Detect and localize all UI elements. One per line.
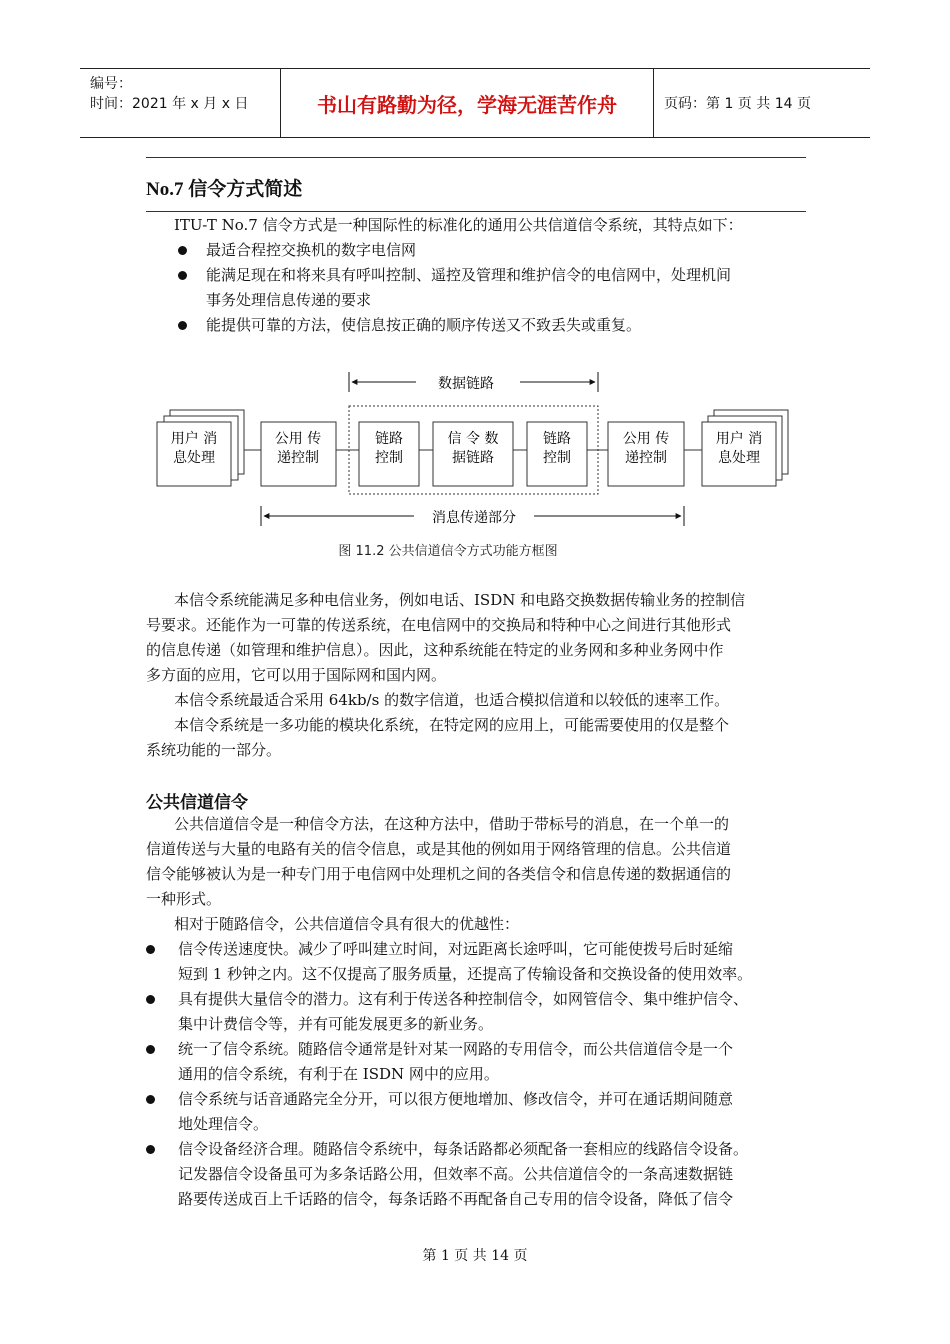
box-label: 据链路 — [452, 450, 494, 466]
bullet-dot — [146, 945, 155, 954]
advantage-5-line3: 路要传送成百上千话路的信令，每条话路不再配备自己专用的信令设备，降低了信令 — [178, 1190, 734, 1208]
box-label: 信 令 数 — [447, 431, 499, 447]
ccs-function-diagram — [0, 0, 950, 570]
advantage-2-line1: 具有提供大量信令的潜力。这有利于传送各种控制信令，如网管信令、集中维护信令、 — [178, 990, 749, 1008]
advantage-5-line1: 信令设备经济合理。随路信令系统中，每条话路都必须配备一套相应的线路信令设备。 — [178, 1140, 749, 1158]
paragraph-line: 信道传送与大量的电路有关的信令信息，或是其他的例如用于网络管理的信息。公共信道 — [146, 840, 732, 858]
box-label: 息处理 — [718, 450, 760, 466]
box-label: 递控制 — [277, 450, 319, 466]
feature-1: 最适合程控交换机的数字电信网 — [206, 241, 417, 259]
bullet-dot — [146, 1045, 155, 1054]
box-label: 公用 传 — [622, 431, 670, 447]
advantage-2-line2: 集中计费信令等，并有可能发展更多的新业务。 — [178, 1015, 494, 1033]
paragraph-line: 相对于随路信令，公共信道信令具有很大的优越性： — [174, 915, 520, 933]
advantage-3-line2: 通用的信令系统，有利于在 ISDN 网中的应用。 — [178, 1065, 499, 1083]
paragraph-line: 的信息传递（如管理和维护信息）。因此，这种系统能在特定的业务网和多种业务网中作 — [146, 641, 724, 659]
box-label: 链路 — [375, 431, 403, 447]
paragraph-line: 本信令系统能满足多种电信业务，例如电话、ISDN 和电路交换数据传输业务的控制信 — [174, 591, 746, 609]
page-info: 页码：第 1 页 共 14 页 — [664, 96, 811, 112]
feature-3: 能提供可靠的方法，使信息按正确的顺序传送又不致丢失或重复。 — [206, 316, 642, 334]
section-title-no7: No.7 信令方式简述 — [146, 179, 303, 200]
advantage-1-line2: 短到 1 秒钟之内。这不仅提高了服务质量，还提高了传输设备和交换设备的使用效率。 — [178, 965, 753, 983]
feature-2-line2: 事务处理信息传递的要求 — [206, 291, 372, 309]
page-footer: 第 1 页 共 14 页 — [422, 1248, 528, 1264]
time-label: 时间：2021 年 x 月 x 日 — [90, 96, 249, 112]
bullet-dot — [146, 1145, 155, 1154]
box-label: 链路 — [543, 431, 571, 447]
data-link-label: 数据链路 — [438, 376, 494, 392]
box-label: 用户 消 — [170, 431, 218, 447]
paragraph-line: 系统功能的一部分。 — [146, 741, 282, 759]
paragraph-line: 一种形式。 — [146, 890, 222, 908]
box-label: 用户 消 — [715, 431, 763, 447]
bullet-dot — [146, 995, 155, 1004]
paragraph-line: 本信令系统是一多功能的模块化系统，在特定网的应用上，可能需要使用的仅是整个 — [174, 716, 730, 734]
paragraph-line: 公共信道信令是一种信令方法，在这种方法中，借助于带标号的消息，在一个单一的 — [174, 815, 730, 833]
box-label: 息处理 — [173, 450, 215, 466]
number-label: 编号： — [90, 76, 132, 92]
box-label: 公用 传 — [274, 431, 322, 447]
advantage-4-line1: 信令系统与话音通路完全分开，可以很方便地增加、修改信令，并可在通话期间随意 — [178, 1090, 734, 1108]
advantage-1-line1: 信令传送速度快。减少了呼叫建立时间，对远距离长途呼叫，它可能使拨号后时延缩 — [178, 940, 734, 958]
box-label: 递控制 — [625, 450, 667, 466]
paragraph-line: 多方面的应用，它可以用于国际网和国内网。 — [146, 666, 447, 684]
paragraph-line: 号要求。还能作为一可靠的传送系统，在电信网中的交换局和特种中心之间进行其他形式 — [146, 616, 732, 634]
mtp-label: 消息传递部分 — [432, 510, 516, 526]
bullet-dot — [146, 1095, 155, 1104]
intro-text: ITU-T No.7 信令方式是一种国际性的标准化的通用公共信道信令系统，其特点如下： — [174, 216, 743, 234]
advantage-3-line1: 统一了信令系统。随路信令通常是针对某一网路的专用信令，而公共信道信令是一个 — [178, 1040, 734, 1058]
figure-caption: 图 11.2 公共信道信令方式功能方框图 — [338, 544, 558, 559]
box-label: 控制 — [543, 450, 571, 466]
box-label: 控制 — [375, 450, 403, 466]
paragraph-line: 本信令系统最适合采用 64kb/s 的数字信道，也适合模拟信道和以较低的速率工作。 — [174, 691, 730, 709]
section-title-ccs: 公共信道信令 — [146, 793, 248, 813]
advantage-5-line2: 记发器信令设备虽可为多条话路公用，但效率不高。公共信道信令的一条高速数据链 — [178, 1165, 734, 1183]
feature-2-line1: 能满足现在和将来具有呼叫控制、遥控及管理和维护信令的电信网中，处理机间 — [206, 266, 732, 284]
motto: 书山有路勤为径，学海无涯苦作舟 — [281, 69, 654, 137]
advantage-4-line2: 地处理信令。 — [178, 1115, 269, 1133]
paragraph-line: 信令能够被认为是一种专门用于电信网中处理机之间的各类信令和信息传递的数据通信的 — [146, 865, 732, 883]
